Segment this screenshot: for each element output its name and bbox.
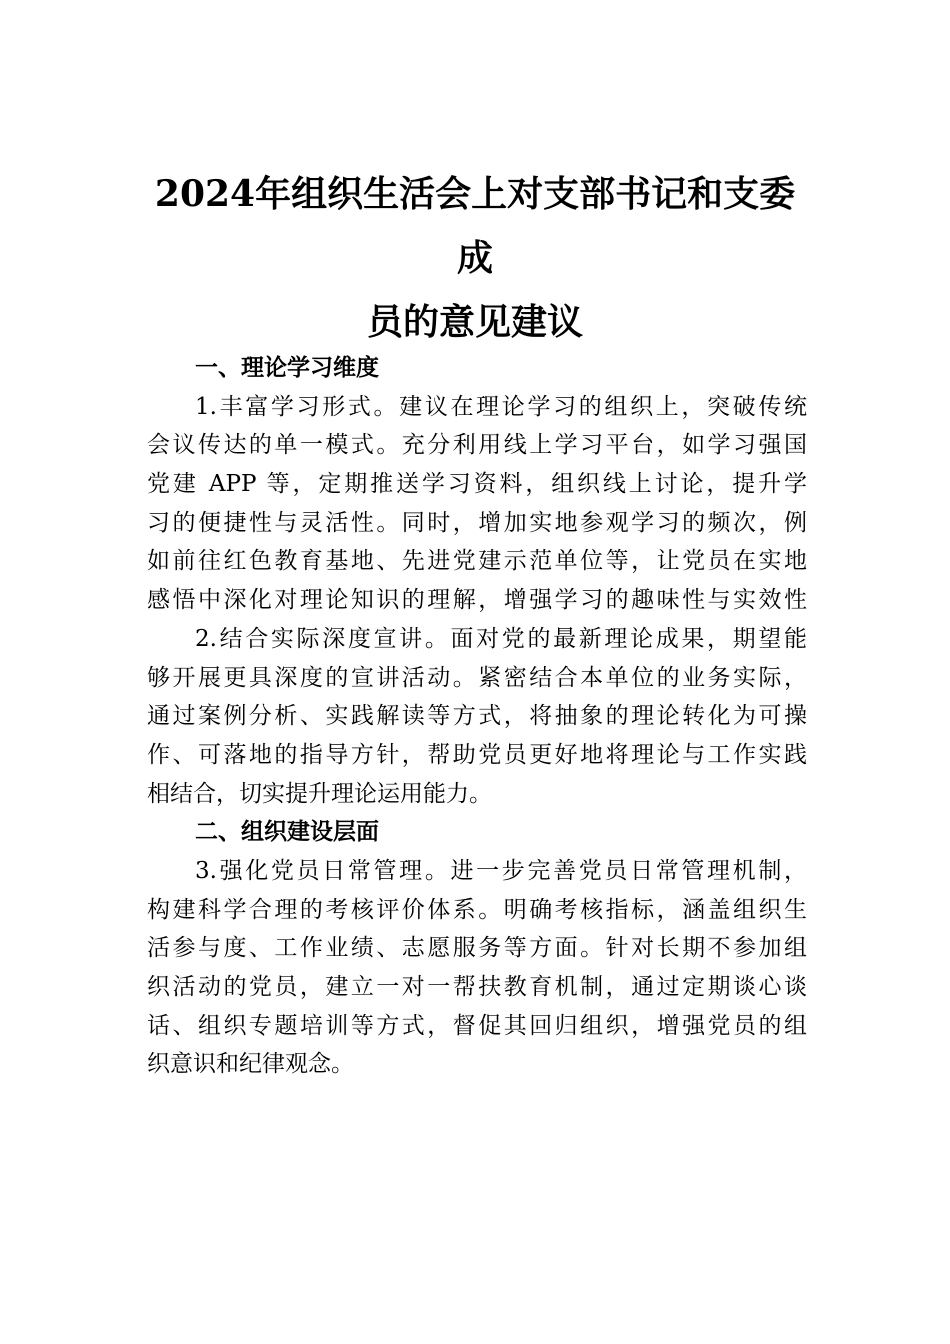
paragraph-3 [147, 852, 807, 1084]
title-line-1: 2024年组织生活会上对支部书记和支委成 [154, 173, 796, 279]
paragraph-line: 3.强化党员日常管理。进一步完善党员日常管理机制， [195, 857, 807, 884]
paragraph-line: 1.丰富学习形式。建议在理论学习的组织上，突破传统 [195, 393, 807, 420]
document-title [145, 162, 805, 354]
title-line-2: 员的意见建议 [366, 301, 583, 343]
paragraph-line: 感悟中深化对理论知识的理解，增强学习的趣味性与实效性 [147, 587, 807, 614]
document-body [147, 349, 807, 1084]
paragraph-line: 作、可落地的指导方针，帮助党员更好地将理论与工作实践 [147, 741, 807, 768]
paragraph-2 [147, 620, 807, 813]
paragraph-line: 习的便捷性与灵活性。同时，增加实地参观学习的频次，例 [147, 509, 807, 536]
paragraph-line: 构建科学合理的考核评价体系。明确考核指标，涵盖组织生 [147, 896, 807, 923]
paragraph-line: 相结合，切实提升理论运用能力。 [147, 780, 492, 807]
paragraph-line: 够开展更具深度的宣讲活动。紧密结合本单位的业务实际， [147, 664, 807, 691]
section-heading-2: 二、组织建设层面 [195, 819, 379, 846]
paragraph-line: 党建 APP 等，定期推送学习资料，组织线上讨论，提升学 [147, 471, 807, 498]
paragraph-line: 话、组织专题培训等方式，督促其回归组织，增强党员的组 [147, 1012, 807, 1039]
paragraph-line: 织意识和纪律观念。 [147, 1051, 354, 1078]
section-heading-1: 一、理论学习维度 [195, 355, 379, 381]
paragraph-line: 通过案例分析、实践解读等方式，将抽象的理论转化为可操 [147, 703, 807, 730]
paragraph-line: 2.结合实际深度宣讲。面对党的最新理论成果，期望能 [195, 625, 807, 652]
paragraph-line: 织活动的党员，建立一对一帮扶教育机制，通过定期谈心谈 [147, 974, 807, 1000]
paragraph-line: 活参与度、工作业绩、志愿服务等方面。针对长期不参加组 [147, 935, 807, 962]
paragraph-line: 会议传达的单一模式。充分利用线上学习平台，如学习强国 [147, 432, 807, 459]
paragraph-1 [147, 388, 807, 620]
paragraph-line: 如前往红色教育基地、先进党建示范单位等，让党员在实地 [147, 548, 807, 575]
